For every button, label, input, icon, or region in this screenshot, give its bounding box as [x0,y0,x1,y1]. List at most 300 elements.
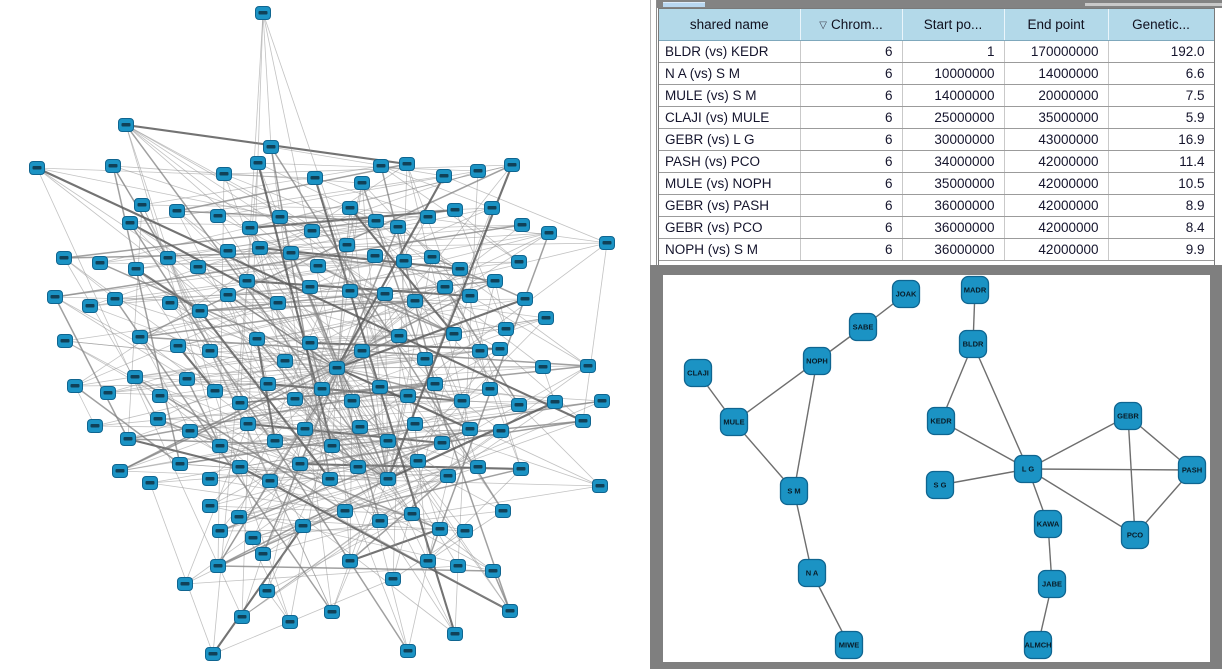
table-row[interactable] [659,62,1214,84]
node-shape[interactable] [804,348,831,375]
node-shape[interactable] [960,331,987,358]
network-node[interactable] [340,239,355,252]
node-label-smudge [266,479,275,483]
network-node[interactable] [208,385,223,398]
cell-value[interactable]: 9.9 [1108,238,1214,260]
network-node-jabe[interactable] [1039,571,1066,598]
cell-value[interactable]: 25000000 [902,106,1004,128]
network-node[interactable] [471,165,486,178]
network-node[interactable] [408,295,423,308]
network-node[interactable] [493,343,508,356]
node-label-smudge [436,527,445,531]
node-label-smudge [211,389,220,393]
node-shape[interactable] [893,281,920,308]
cell-shared-name[interactable]: GEBR (vs) L G [659,128,800,150]
cell-value[interactable]: 30000000 [902,128,1004,150]
network-node[interactable] [171,340,186,353]
node-label-smudge [256,246,265,250]
network-node[interactable] [284,247,299,260]
network-node[interactable] [243,222,258,235]
network-node[interactable] [288,393,303,406]
network-node[interactable] [191,261,206,274]
cell-value[interactable]: 6 [800,128,902,150]
cell-value[interactable]: 8.9 [1108,194,1214,216]
network-node[interactable] [373,381,388,394]
cell-value[interactable]: 36000000 [902,238,1004,260]
network-node-madr[interactable] [962,277,989,304]
node-label-smudge [440,174,449,178]
network-node[interactable] [325,606,340,619]
cell-value[interactable]: 10000000 [902,62,1004,84]
network-node[interactable] [405,508,420,521]
network-node-joak[interactable] [893,281,920,308]
network-node[interactable] [193,305,208,318]
node-label: MIWE [838,640,860,650]
network-node[interactable] [453,263,468,276]
network-node[interactable] [355,177,370,190]
table-row[interactable] [659,40,1214,62]
network-node[interactable] [241,418,256,431]
network-node[interactable] [373,515,388,528]
network-node-noph[interactable] [804,348,831,375]
network-node[interactable] [213,440,228,453]
network-node-s-m[interactable] [781,478,808,505]
network-node[interactable] [48,291,63,304]
network-node-sabe[interactable] [850,314,877,341]
network-node[interactable] [180,373,195,386]
network-node[interactable] [463,290,478,303]
network-node[interactable] [211,560,226,573]
table-row[interactable] [659,216,1214,238]
node-label-smudge [154,417,163,421]
cell-value[interactable]: 42000000 [1004,216,1108,238]
node-shape[interactable] [962,277,989,304]
network-node[interactable] [374,160,389,173]
cell-value[interactable]: 34000000 [902,150,1004,172]
network-node[interactable] [448,204,463,217]
network-node[interactable] [512,399,527,412]
cell-value[interactable]: 7.5 [1108,84,1214,106]
network-node[interactable] [203,345,218,358]
sub-network-view[interactable] [663,275,1210,662]
node-label-smudge [244,422,253,426]
column-header-shared-name[interactable] [659,9,800,40]
node-label-smudge [596,484,605,488]
network-node[interactable] [400,158,415,171]
node-shape[interactable] [927,472,954,499]
panel-splitter[interactable] [650,0,657,266]
cell-shared-name[interactable]: MULE (vs) S M [659,84,800,106]
network-node[interactable] [153,390,168,403]
network-node[interactable] [251,157,266,170]
network-node[interactable] [163,297,178,310]
network-node[interactable] [401,390,416,403]
cell-shared-name[interactable]: N A (vs) S M [659,62,800,84]
network-node-gebr[interactable] [1115,403,1142,430]
network-node[interactable] [343,285,358,298]
node-label-smudge [249,536,258,540]
network-node[interactable] [101,387,116,400]
node-label-smudge [220,172,229,176]
network-node[interactable] [315,383,330,396]
network-node[interactable] [293,458,308,471]
network-node[interactable] [203,500,218,513]
network-node[interactable] [260,585,275,598]
network-node[interactable] [447,328,462,341]
cell-value[interactable]: 6 [800,40,902,62]
network-node[interactable] [263,475,278,488]
network-node[interactable] [178,578,193,591]
network-node[interactable] [119,119,134,132]
network-node[interactable] [455,395,470,408]
network-node[interactable] [355,345,370,358]
network-node[interactable] [268,435,283,448]
network-node[interactable] [123,217,138,230]
network-node[interactable] [595,395,610,408]
network-node[interactable] [499,323,514,336]
node-label-smudge [424,215,433,219]
network-node[interactable] [221,289,236,302]
cell-value[interactable]: 6 [800,194,902,216]
network-node[interactable] [418,353,433,366]
network-node[interactable] [235,611,250,624]
cell-value[interactable]: 20000000 [1004,84,1108,106]
node-shape[interactable] [928,408,955,435]
node-shape[interactable] [1035,511,1062,538]
cell-value[interactable]: 10.5 [1108,172,1214,194]
cell-value[interactable]: 6 [800,106,902,128]
network-node[interactable] [203,473,218,486]
edge-layer [37,13,607,654]
network-node-kedr[interactable] [928,408,955,435]
network-node[interactable] [488,275,503,288]
cell-value[interactable]: 35000000 [1004,106,1108,128]
cell-value[interactable]: 36000000 [902,216,1004,238]
network-node[interactable] [161,252,176,265]
cell-value[interactable]: 14000000 [1004,62,1108,84]
network-node[interactable] [368,250,383,263]
network-node[interactable] [170,205,185,218]
cell-value[interactable]: 8.4 [1108,216,1214,238]
cell-value[interactable]: 42000000 [1004,150,1108,172]
cell-shared-name[interactable]: MULE (vs) NOPH [659,172,800,194]
network-node[interactable] [483,383,498,396]
network-node[interactable] [576,415,591,428]
network-node[interactable] [303,337,318,350]
network-node[interactable] [233,461,248,474]
network-node[interactable] [441,470,456,483]
node-label-smudge [438,441,447,445]
node-shape[interactable] [1039,571,1066,598]
sub-network-panel [650,265,1222,669]
cell-value[interactable]: 6 [800,62,902,84]
network-node[interactable] [494,425,509,438]
node-shape[interactable] [1015,456,1042,483]
column-header-genetic[interactable] [1108,9,1214,40]
network-node[interactable] [448,628,463,641]
network-node-l-g[interactable] [1015,456,1042,483]
network-node[interactable] [250,333,265,346]
network-node[interactable] [128,371,143,384]
network-node[interactable] [57,252,72,265]
network-node[interactable] [271,297,286,310]
node-label-smudge [354,465,363,469]
network-node-kawa[interactable] [1035,511,1062,538]
cell-shared-name[interactable]: CLAJI (vs) MULE [659,106,800,128]
cell-shared-name[interactable]: GEBR (vs) PCO [659,216,800,238]
network-node[interactable] [485,202,500,215]
network-node[interactable] [581,360,596,373]
filter-icon[interactable]: ▽ [819,19,827,31]
network-node[interactable] [129,263,144,276]
network-node[interactable] [83,300,98,313]
node-shape[interactable] [1025,632,1052,659]
network-node[interactable] [133,331,148,344]
network-node[interactable] [392,330,407,343]
network-node[interactable] [353,421,368,434]
network-node[interactable] [183,425,198,438]
cell-value[interactable]: 192.0 [1108,40,1214,62]
network-node[interactable] [401,645,416,658]
network-node[interactable] [437,170,452,183]
cell-value[interactable]: 5.9 [1108,106,1214,128]
network-node[interactable] [58,335,73,348]
network-node[interactable] [221,245,236,258]
network-node[interactable] [253,242,268,255]
network-node[interactable] [88,420,103,433]
network-node-n-a[interactable] [799,560,826,587]
node-label-smudge [411,299,420,303]
node-shape[interactable] [721,409,748,436]
node-shape[interactable] [1122,522,1149,549]
network-node[interactable] [473,345,488,358]
network-node[interactable] [536,361,551,374]
network-node[interactable] [68,380,83,393]
network-node[interactable] [514,463,529,476]
network-node[interactable] [330,362,345,375]
network-node-s-g[interactable] [927,472,954,499]
network-node[interactable] [515,219,530,232]
cell-value[interactable]: 1 [902,40,1004,62]
network-node[interactable] [600,237,615,250]
network-node[interactable] [411,455,426,468]
network-node[interactable] [512,256,527,269]
network-node[interactable] [233,397,248,410]
table-row[interactable] [659,150,1214,172]
network-node[interactable] [408,418,423,431]
network-node[interactable] [278,355,293,368]
network-node[interactable] [425,251,440,264]
node-label-smudge [91,424,100,428]
node-shape[interactable] [836,632,863,659]
network-node[interactable] [323,473,338,486]
network-node[interactable] [548,396,563,409]
table-row[interactable] [659,128,1214,150]
network-node[interactable] [397,255,412,268]
node-label-smudge [376,385,385,389]
network-node[interactable] [93,257,108,270]
cell-value[interactable]: 42000000 [1004,172,1108,194]
network-node[interactable] [386,573,401,586]
cell-shared-name[interactable]: GEBR (vs) PASH [659,194,800,216]
network-node[interactable] [325,440,340,453]
network-node[interactable] [428,378,443,391]
network-node[interactable] [213,525,228,538]
node-label-smudge [51,295,60,299]
network-node[interactable] [381,435,396,448]
network-node[interactable] [381,473,396,486]
network-node-bldr[interactable] [960,331,987,358]
network-node[interactable] [593,480,608,493]
network-node[interactable] [173,458,188,471]
network-node[interactable] [256,548,271,561]
cell-value[interactable]: 11.4 [1108,150,1214,172]
cell-value[interactable]: 6 [800,172,902,194]
column-header-start-point[interactable] [902,9,1004,40]
network-node[interactable] [496,505,511,518]
column-header-end-point[interactable] [1004,9,1108,40]
network-node[interactable] [261,378,276,391]
network-node[interactable] [305,225,320,238]
network-node[interactable] [343,202,358,215]
network-node[interactable] [421,211,436,224]
table-row[interactable] [659,194,1214,216]
node-label-smudge [296,462,305,466]
network-node[interactable] [308,172,323,185]
network-node[interactable] [435,437,450,450]
network-node[interactable] [246,532,261,545]
network-node[interactable] [311,260,326,273]
network-node[interactable] [135,199,150,212]
node-label-smudge [124,437,133,441]
network-node[interactable] [113,465,128,478]
cell-value[interactable]: 6.6 [1108,62,1214,84]
node-label-smudge [466,294,475,298]
node-shape[interactable] [850,314,877,341]
network-node[interactable] [486,565,501,578]
network-node[interactable] [391,221,406,234]
cell-shared-name[interactable]: NOPH (vs) S M [659,238,800,260]
cell-shared-name[interactable]: PASH (vs) PCO [659,150,800,172]
node-label-smudge [346,289,355,293]
network-node[interactable] [378,288,393,301]
network-node[interactable] [143,477,158,490]
network-node[interactable] [151,413,166,426]
network-node[interactable] [121,433,136,446]
cell-value[interactable]: 6 [800,84,902,106]
cell-value[interactable]: 42000000 [1004,194,1108,216]
network-node[interactable] [345,395,360,408]
network-node[interactable] [351,461,366,474]
network-node[interactable] [30,162,45,175]
table-row[interactable] [659,172,1214,194]
network-node-miwe[interactable] [836,632,863,659]
network-node[interactable] [206,648,221,661]
network-node-mule[interactable] [721,409,748,436]
column-header-chromosome[interactable] [800,9,902,40]
cell-value[interactable]: 6 [800,216,902,238]
table-row[interactable] [659,238,1214,260]
network-node[interactable] [106,160,121,173]
node-shape[interactable] [781,478,808,505]
sub-network-canvas[interactable] [663,275,1210,662]
table-row[interactable] [659,106,1214,128]
network-node[interactable] [298,423,313,436]
network-node[interactable] [539,312,554,325]
node-shape[interactable] [685,360,712,387]
node-label-smudge [403,162,412,166]
cell-value[interactable]: 6 [800,238,902,260]
network-node[interactable] [240,275,255,288]
node-label-smudge [206,477,215,481]
network-node[interactable] [303,281,318,294]
network-node[interactable] [256,7,271,20]
network-node-pco[interactable] [1122,522,1149,549]
network-node[interactable] [264,141,279,154]
cell-value[interactable]: 42000000 [1004,238,1108,260]
network-node[interactable] [503,605,518,618]
network-node[interactable] [518,293,533,306]
network-node[interactable] [463,423,478,436]
cell-value[interactable]: 170000000 [1004,40,1108,62]
network-node[interactable] [296,520,311,533]
network-node[interactable] [343,555,358,568]
network-edge [794,361,817,491]
cell-value[interactable]: 43000000 [1004,128,1108,150]
network-node[interactable] [273,211,288,224]
network-node[interactable] [421,555,436,568]
table-row[interactable] [659,84,1214,106]
network-node[interactable] [438,281,453,294]
network-node[interactable] [369,215,384,228]
node-label-smudge [517,467,526,471]
network-node[interactable] [433,523,448,536]
node-label: CLAJI [687,368,709,378]
cell-shared-name[interactable]: BLDR (vs) KEDR [659,40,800,62]
node-label-smudge [33,166,42,170]
network-node[interactable] [505,159,520,172]
network-node-almch[interactable] [1024,632,1051,659]
node-label-smudge [404,649,413,653]
toolbar-tab-stub [663,2,705,7]
cell-value[interactable]: 16.9 [1108,128,1214,150]
network-node[interactable] [283,616,298,629]
node-label-smudge [116,469,125,473]
node-label: JABE [1041,579,1063,589]
node-shape[interactable] [1179,457,1206,484]
network-node[interactable] [471,461,486,474]
node-label-smudge [61,339,70,343]
network-node-pash[interactable] [1179,457,1206,484]
network-node[interactable] [338,505,353,518]
network-node[interactable] [108,293,123,306]
cell-value[interactable]: 14000000 [902,84,1004,106]
network-node[interactable] [232,511,247,524]
node-shape[interactable] [799,560,826,587]
cell-value[interactable]: 35000000 [902,172,1004,194]
cell-value[interactable]: 36000000 [902,194,1004,216]
network-node[interactable] [542,227,557,240]
node-shape[interactable] [1115,403,1142,430]
network-node[interactable] [458,525,473,538]
network-node-claji[interactable] [685,360,712,387]
column-header-label: Start po... [923,16,983,32]
node-label-smudge [346,206,355,210]
cell-value[interactable]: 6 [800,150,902,172]
network-node[interactable] [211,210,226,223]
network-node[interactable] [217,168,232,181]
network-node[interactable] [451,560,466,573]
